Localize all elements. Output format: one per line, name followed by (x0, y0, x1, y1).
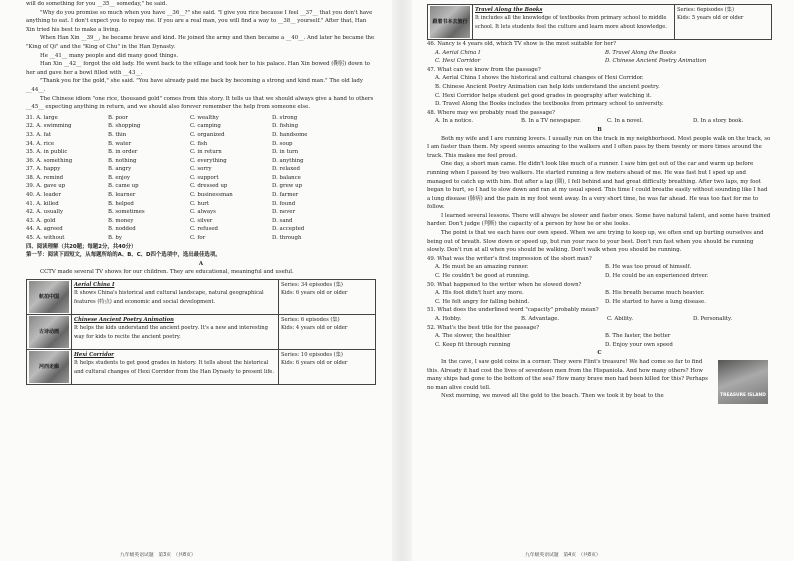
show-thumbnail (27, 315, 72, 350)
option: B. The faster, the better (605, 333, 671, 340)
option: B. came up (108, 183, 139, 190)
show-age: Kids: 6 years old or older (281, 360, 348, 367)
page-footer-right: 九年级英语试题 第4页 （共8页） (525, 553, 601, 558)
show-description-cell (72, 315, 279, 350)
option-row (26, 191, 376, 200)
question-47-options (427, 74, 772, 108)
show-description: It includes all the knowledge of textbooks from primary school to middle school. It lets students feel the culture and learn more about knowledge. (475, 15, 667, 30)
option: D. handsome (272, 131, 308, 138)
option: 35. A. in public (26, 149, 68, 156)
show-series: Series: 10 episodes (集) (281, 352, 343, 358)
option: 37. A. happy (26, 166, 61, 173)
left-page (26, 0, 376, 561)
option-row (26, 234, 376, 243)
passage-b-paragraph-3: I learned several lessons. There will always be slower and faster ones. Some have natural talent, and some have trained harder. Don't judge (判断) the capacity of a person by how he or she looks. (427, 212, 771, 228)
show-description: It helps the kids understand the ancient poetry. It's a new and interesting way for kids to recite the ancient poetry. (74, 325, 268, 340)
passage-b-paragraph-2: One day, a short man came. He didn't look like much of a runner. I saw him get out of the car and warm up before running when I passed by two walkers. He started running a few meters ahead of me. He was fast but I sped up and managed to catch up with him. But after a lap (圈), I fell behind and had great difficulty breathing. After two laps, my foot began to hurt, so I had to slow down and ran at my usual speed. This time I could breathe easily without sounding like I had a lung disease (肺病) and the pain in my foot went away. In a very short time, he was far ahead. He was too fast for me to follow. (427, 161, 768, 211)
option-row (26, 182, 376, 191)
option: D. farmer (272, 192, 299, 199)
option: D. Personality. (693, 316, 733, 322)
question-50-options (427, 289, 772, 306)
question-51-options (427, 315, 772, 324)
option-row (26, 157, 376, 166)
option: D. strong (272, 114, 298, 121)
option: D. never (272, 209, 296, 216)
option: A. The slower, the healthier (435, 333, 511, 340)
passage-b-paragraph-4: The point is that we each have our own speed. When we are trying to keep up, we often end up hurting ourselves and being out of breath. Slow down or speed up, but run your race to your best. Don't run fast when you should be running slowly. Don't run at all when you should be walking. Don't walk when you should be running. (427, 230, 764, 254)
option: 34. A. rice (26, 140, 55, 147)
passage-a-label: A (198, 260, 204, 267)
show-description-cell (72, 280, 279, 315)
show-thumbnail (428, 5, 473, 40)
option: B. His breath became much heavier. (605, 290, 705, 297)
option: D. through (272, 235, 302, 242)
option: B. poor (108, 114, 128, 121)
table-row (27, 280, 376, 315)
option: D. In a story book. (693, 118, 744, 125)
show-meta-cell (279, 315, 376, 350)
cloze-paragraph-4: He __41__ many people and did many good things. (40, 52, 179, 59)
option: D. Enjoy your own speed (605, 341, 673, 348)
question-48: 48. Where may we probably read the passage? (427, 109, 556, 116)
show-age: Kids: 4 years old or older (281, 325, 348, 332)
tv-show-table (26, 279, 376, 385)
show-meta-cell (675, 5, 772, 40)
option: C. in return (190, 149, 222, 156)
option: D. soup (272, 140, 293, 147)
show-title: Hexi Corridor (74, 352, 114, 358)
option-row (26, 114, 376, 123)
show-thumbnail (27, 350, 72, 385)
option: C. Hexi Corridor (435, 58, 481, 65)
option: C. everything (190, 157, 227, 164)
subsection-heading: 第一节：阅读下面短文，从每题所给的A、B、C、D四个选项中，选出最佳选项。 (26, 252, 221, 259)
option: C. Hexi Corridor helps student get good grades in geography after watching it. (435, 92, 652, 99)
option: C. fish (190, 140, 208, 147)
show-thumbnail (27, 280, 72, 315)
option: B. Advantage. (521, 316, 560, 322)
show-image: 河西走廊 (29, 351, 69, 383)
option-row (26, 140, 376, 149)
travel-books-image: 跟着书本去旅行 (430, 6, 470, 38)
passage-b-paragraph-1: Both my wife and I are running lovers. I usually run on the track in my neighborhood. Most people walk on the track, so I am faster than them. My speed seems amazing to the walkers and I often pass by them twenty or more times around the track. This makes me feel proud. (427, 135, 771, 159)
show-description: It shows China's historical and cultural landscape, natural geographical features (特点) and economic and social development. (74, 290, 264, 305)
option-row (26, 122, 376, 131)
option: C. wealthy (190, 114, 219, 121)
passage-a-intro: CCTV made several TV shows for our children. They are educational, meaningful and useful. (40, 269, 294, 276)
show-age: Kids: 6 years old or older (281, 290, 348, 297)
option: C. for (190, 235, 206, 242)
option: B. angry (108, 166, 132, 173)
option: C. Ability. (607, 316, 634, 322)
show-title: Chinese Ancient Poetry Animation (74, 317, 174, 323)
question-47: 47. What can we know from the passage? (427, 66, 541, 73)
option: D. He started to have a lung disease. (605, 298, 706, 305)
option: 43. A. gold (26, 217, 56, 224)
option: B. shopping (108, 123, 141, 130)
question-51: 51. What does the underlined word "capacity" probably mean? (427, 307, 599, 314)
option: C. businessman (190, 192, 233, 199)
option: B. sometimes (108, 209, 145, 216)
option: C. silver (190, 217, 213, 224)
option: D. accepted (272, 226, 305, 233)
table-row (27, 315, 376, 350)
option: B. Chinese Ancient Poetry Animation can help kids understand the ancient poetry. (435, 83, 660, 90)
right-page (427, 0, 772, 561)
option: C. sorry (190, 166, 212, 173)
option: B. water (108, 140, 132, 147)
passage-b-label: B (597, 126, 602, 133)
question-52: 52. What's the best title for the passage? (427, 324, 540, 331)
option-row (26, 131, 376, 140)
cloze-paragraph-7: The Chinese idiom "one rice, thousand gold" comes from this story. It tells us that we should always give a hand to others __45__ expecting anything in return, and we should also forever remember the help from someone else. (26, 95, 374, 111)
option: B. thin (108, 131, 127, 138)
show-meta-cell (279, 350, 376, 385)
passage-c-paragraph-1: In the cave, I saw gold coins in a corner. They were Flint's treasure! We had come so far to find this. Already it had cost the lives of seventeen men from the Hispaniola. And how many others? How many ships had gone to the bottom of the sea? How many brave men had been killed for this? Perhaps no man alive could tell. (427, 358, 708, 391)
option: B. money (108, 217, 134, 224)
option: B. He was too proud of himself. (605, 264, 692, 271)
table-row (428, 5, 772, 40)
option: 33. A. fat (26, 131, 51, 138)
option: D. Travel Along the Books includes the textbooks from primary school to university. (435, 101, 664, 108)
option: 39. A. gave up (26, 183, 66, 190)
option: 40. A. leader (26, 192, 61, 199)
option: C. He felt angry for falling behind. (435, 298, 530, 305)
option: C. support (190, 174, 219, 181)
option: A. Aerial China I shows the historical and cultural changes of Hexi Corridor. (435, 75, 644, 82)
show-series: Series: 6episodes (集) (677, 7, 734, 13)
option: B. in order (108, 149, 138, 156)
treasure-island-image: TREASURE ISLAND (718, 360, 768, 404)
option: C. In a novel. (607, 118, 643, 125)
show-image: 古诗动画 (29, 316, 69, 348)
option: C. dressed up (190, 183, 228, 190)
show-description: It helps students to get good grades in history. It tells about the historical and cultural changes of Hexi Corridor from the Han Dynasty to present life. (74, 360, 274, 375)
option-row (26, 225, 376, 234)
option: C. always (190, 209, 216, 216)
cloze-paragraph-6: "Thank you for the gold," she said. "You have already paid me back by becoming a strong and kind man." The old lady __44__. (26, 78, 363, 93)
option: D. balance (272, 174, 301, 181)
option: 44. A. agreed (26, 226, 63, 233)
option: C. hurt (190, 200, 210, 207)
option: B. learner (108, 192, 136, 199)
passage-c-paragraph-2: Next morning, we moved all the gold to the beach. Then we took it by boat to the (441, 393, 664, 400)
question-49: 49. What was the writer's first impression of the short man? (427, 255, 592, 262)
option: 41. A. killed (26, 200, 59, 207)
option: A. Hobby. (435, 316, 462, 322)
show-series: Series: 34 episodes (集) (281, 282, 343, 288)
option-row (26, 174, 376, 183)
option: A. Aerial China I (435, 49, 481, 56)
option: D. sand (272, 217, 293, 224)
page-spine (392, 0, 412, 561)
option: D. anything (272, 157, 304, 164)
question-52-options (427, 332, 772, 349)
question-46: 46. Nancy is 4 years old, which TV show is the most suitable for her? (427, 41, 617, 47)
option: A. He must be an amazing runner. (435, 264, 529, 271)
show-description-cell (473, 5, 675, 40)
option: B. nothing (108, 157, 137, 164)
option: B. In a TV newspaper. (521, 118, 581, 125)
option: B. Travel Along the Books (605, 49, 676, 56)
cloze-paragraph-2: "Why do you promise so much when you have __36__?" she said. "I give you rice because I feel __37__ that you don't have anything to eat. I don't expect you to repay me. If you are a real man, you will find a way to __38__ yourself." After that, Han Xin tried his best to make a living. (26, 9, 373, 33)
option: C. He couldn't be good at running. (435, 273, 530, 280)
table-row (27, 350, 376, 385)
option-row (26, 217, 376, 226)
show-series: Series: 6 episodes (集) (281, 317, 340, 323)
option: D. fishing (272, 123, 299, 130)
show-image: 航拍中国 (29, 281, 69, 313)
option: D. in turn (272, 149, 299, 156)
option: C. camping (190, 123, 221, 130)
option-row (26, 208, 376, 217)
show-title: Aerial China I (74, 282, 115, 288)
option: D. relaxed (272, 166, 300, 173)
cloze-options-list (26, 114, 376, 243)
option: 31. A. large (26, 114, 58, 121)
question-48-options (427, 117, 772, 126)
option: B. helped (108, 200, 134, 207)
option: D. He could be an experienced driver. (605, 273, 709, 280)
show-title: Travel Along the Books (475, 7, 543, 13)
option: A. His foot didn't hurt any more. (435, 290, 524, 297)
option-row (26, 200, 376, 209)
option: B. nodded (108, 226, 136, 233)
question-50: 50. What happened to the writer when he slowed down? (427, 281, 582, 288)
option: B. enjoy (108, 174, 131, 181)
option: 45. A. without (26, 235, 65, 242)
question-46-options (427, 49, 772, 66)
show-age: Kids: 5 years old or older (677, 15, 744, 22)
page-footer-left: 九年级英语试题 第3页 （共8页） (120, 553, 196, 558)
option: 36. A. something (26, 157, 73, 164)
option: D. grew up (272, 183, 303, 190)
option: C. organized (190, 131, 225, 138)
option: D. found (272, 200, 296, 207)
option: D. Chinese Ancient Poetry Animation (605, 58, 707, 65)
cloze-paragraph-5: Han Xin __42__ forgot the old lady. He went back to the village and took her to his palace. Han Xin bowed (鞠躬) down to her and gave her a bowl filled with __43__. (26, 61, 370, 76)
question-49-options (427, 263, 772, 280)
option: C. refused (190, 226, 219, 233)
option: 38. A. remind (26, 174, 64, 181)
show-description-cell (72, 350, 279, 385)
tv-show-table-continued (427, 4, 772, 40)
option: B. by (108, 235, 122, 242)
passage-c-label: C (597, 350, 602, 357)
option-row (26, 165, 376, 174)
option: 42. A. usually (26, 209, 64, 216)
option: A. In a notice. (435, 118, 474, 125)
cloze-paragraph-1: will do something for you __35__ someday," he said. (26, 1, 168, 7)
show-meta-cell (279, 280, 376, 315)
section-heading: 四、阅读理解（共20题；每题2分，共40分） (26, 243, 137, 250)
option: C. Keep fit through running (435, 341, 511, 348)
cloze-paragraph-3: When Han Xin __39__, he became brave and kind. He joined the army and then became a __40__. And later he became the "King of Qi" and the "King of Chu" in the Han Dynasty. (26, 35, 375, 50)
option: 32. A. swimming (26, 123, 72, 130)
option-row (26, 148, 376, 157)
